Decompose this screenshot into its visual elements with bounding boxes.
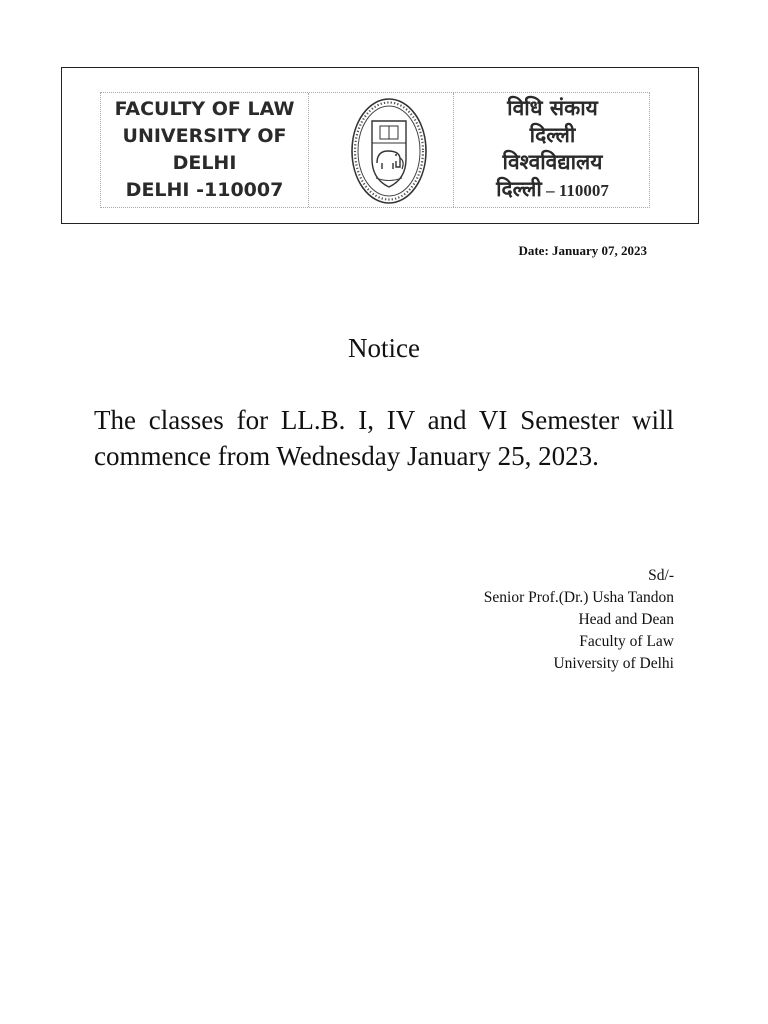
signature-block	[374, 565, 674, 675]
letterhead-hindi-block	[453, 93, 651, 207]
notice-body: The classes for LL.B. I, IV and VI Semester will commence from Wednesday January 25, 2023.	[94, 405, 674, 471]
signature-line: Sd/-	[648, 567, 674, 584]
notice-date: Date: January 07, 2023	[518, 243, 647, 258]
letterhead-english-text	[101, 96, 308, 204]
letterhead-hindi-line: विधि संकाय	[507, 96, 598, 120]
letterhead-english-line: FACULTY OF LAW	[114, 98, 295, 120]
letterhead-hindi-line	[454, 176, 651, 204]
letterhead	[61, 67, 699, 224]
university-seal	[349, 93, 429, 207]
letterhead-inner	[100, 92, 650, 208]
letterhead-hindi-text	[454, 95, 651, 204]
letterhead-english-line: DELHI -110007	[125, 179, 284, 201]
university-seal-icon	[349, 95, 429, 207]
signatory-faculty: Faculty of Law	[579, 633, 674, 650]
letterhead-hindi-line: दिल्ली	[529, 123, 576, 147]
letterhead-hindi-pin: – 110007	[541, 181, 609, 200]
signatory-university: University of Delhi	[553, 655, 674, 672]
notice-title: Notice	[348, 333, 420, 363]
letterhead-hindi-line: विश्वविद्यालय	[502, 150, 603, 174]
letterhead-english-block	[101, 93, 309, 207]
letterhead-hindi-city: दिल्ली	[496, 177, 542, 201]
letterhead-english-line: DELHI	[172, 152, 237, 174]
signatory-designation: Head and Dean	[578, 611, 674, 628]
letterhead-english-line: UNIVERSITY OF	[122, 125, 287, 147]
signatory-name: Senior Prof.(Dr.) Usha Tandon	[483, 589, 674, 606]
